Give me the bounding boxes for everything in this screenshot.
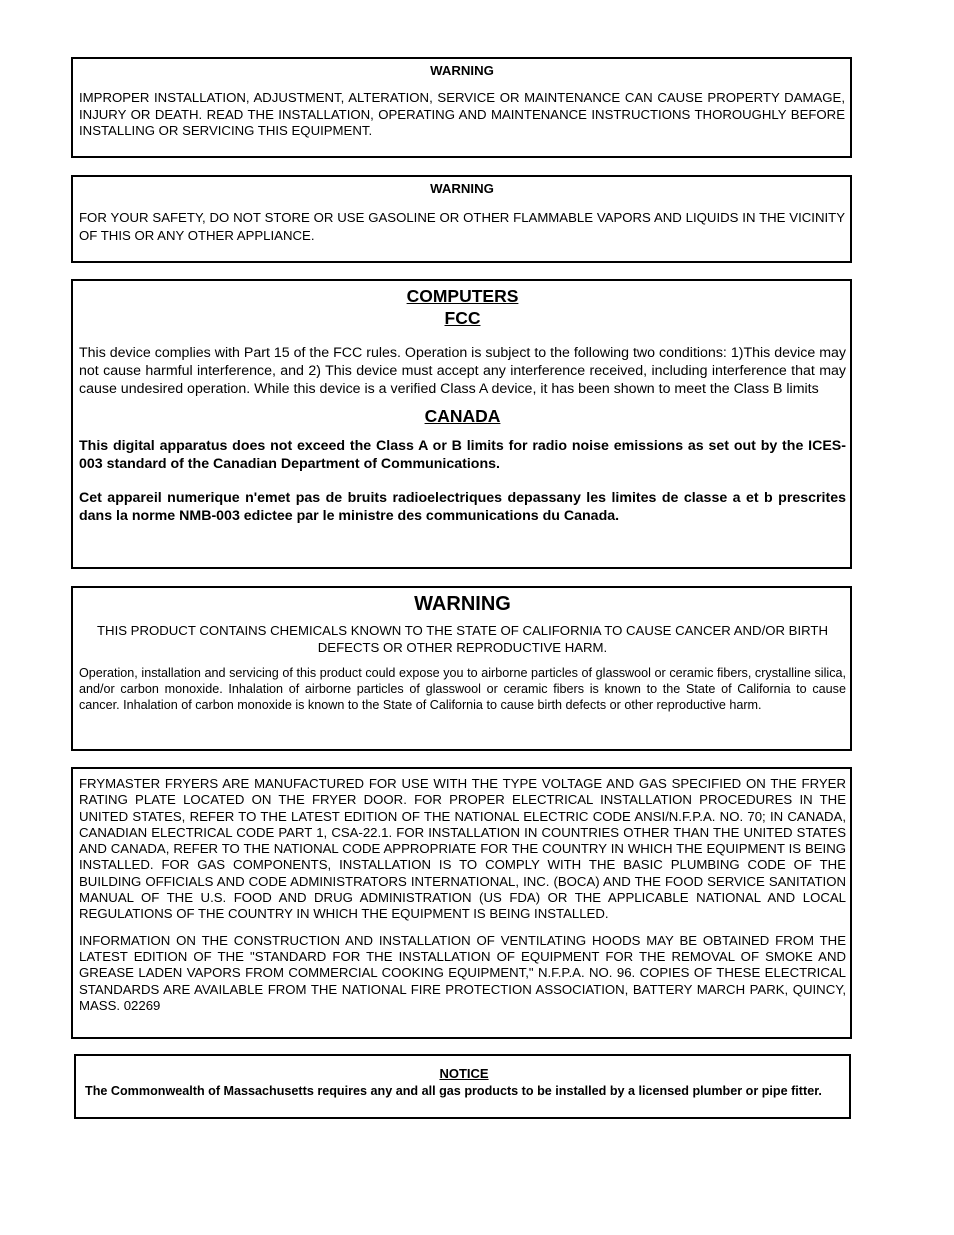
california-warning-caps-text: THIS PRODUCT CONTAINS CHEMICALS KNOWN TO THE STATE OF CALIFORNIA TO CAUSE CANCER AND/OR BIRTH DEFECTS OR OTHER REPRODUCTIVE HARM. (96, 623, 829, 655)
installation-info-box (71, 767, 852, 1039)
california-warning-heading: WARNING (414, 593, 511, 615)
warning-text: IMPROPER INSTALLATION, ADJUSTMENT, ALTERATION, SERVICE OR MAINTENANCE CAN CAUSE PROPERTY DAMAGE, INJURY OR DEATH. READ THE INSTALLATION, OPERATING AND MAINTENANCE INSTRUCTIONS THOROUGHLY BEFORE INSTALLING OR SERVICING THIS EQUIPMENT. (79, 90, 845, 138)
warning-heading: WARNING (430, 181, 494, 196)
installation-paragraph-electrical: FRYMASTER FRYERS ARE MANUFACTURED FOR USE WITH THE TYPE VOLTAGE AND GAS SPECIFIED ON THE FRYER RATING PLATE LOCATED ON THE FRYER DOOR. FOR PROPER ELECTRICAL INSTALLATION PROCEDURES IN THE UNITED STATES, REFER TO THE LATEST EDITION OF THE NATIONAL ELECTRIC CODE ANSI/N.F.P.A. NO. 70; IN CANADA, CANADIAN ELECTRICAL CODE PART 1, CSA-22.1. FOR INSTALLATION IN COUNTRIES OTHER THAN THE UNITED STATES AND CANADA, REFER TO THE NATIONAL CODE APPROPRIATE FOR THE COUNTRY IN WHICH THE EQUIPMENT IS BEING INSTALLED. FOR GAS COMPONENTS, INSTALLATION IS TO COMPLY WITH THE BASIC PLUMBING CODE OF THE BUILDING OFFICIALS AND CODE ADMINISTRATORS INTERNATIONAL, INC. (BOCA) AND THE FOOD SERVICE SANITATION MANUAL OF THE U.S. FOOD AND DRUG ADMINISTRATION (US FDA) OR THE APPLICABLE NATIONAL AND LOCAL REGULATIONS OF THE COUNTRY IN WHICH THE EQUIPMENT IS BEING INSTALLED. (79, 776, 846, 922)
warning-box-flammable-vapors (71, 175, 852, 263)
notice-box (74, 1054, 851, 1119)
notice-text: The Commonwealth of Massachusetts requires any and all gas products to be installed by a licensed plumber or pipe fitter. (85, 1084, 822, 1098)
fcc-heading: FCC (444, 308, 481, 328)
canada-text-french: Cet appareil numerique n'emet pas de bruits radioelectriques depassany les limites de classe a et b prescrites dans la norme NMB-003 edictee par le ministre des communications du Canada. (79, 490, 846, 525)
warning-box-property-damage (71, 57, 852, 158)
canada-text-english: This digital apparatus does not exceed the Class A or B limits for radio noise emissions as set out by the ICES-003 standard of the Canadian Department of Communications. (79, 438, 846, 473)
warning-heading: WARNING (430, 63, 494, 78)
canada-heading: CANADA (424, 406, 501, 427)
computers-heading: COMPUTERS (406, 286, 519, 306)
installation-paragraph-ventilation: INFORMATION ON THE CONSTRUCTION AND INSTALLATION OF VENTILATING HOODS MAY BE OBTAINED FROM THE LATEST EDITION OF THE "STANDARD FOR THE INSTALLATION OF EQUIPMENT FOR THE REMOVAL OF SMOKE AND GREASE LADEN VAPORS FROM COMMERCIAL COOKING EQUIPMENT," N.F.P.A. NO. 96. COPIES OF THESE ELECTRICAL STANDARDS ARE AVAILABLE FROM THE NATIONAL FIRE PROTECTION ASSOCIATION, BATTERY MARCH PARK, QUINCY, MASS. 02269 (79, 932, 846, 1013)
fcc-text: This device complies with Part 15 of the FCC rules. Operation is subject to the following two conditions: 1)This device may not cause harmful interference, and 2) This device must accept any interference received, including interference that may cause undesired operation. While this device is a verified Class A device, it has been shown to meet the Class B limits (79, 345, 846, 397)
california-warning-body-text: Operation, installation and servicing of this product could expose you to airborne particles of glasswool or ceramic fibers, crystalline silica, and/or carbon monoxide. Inhalation of airborne particles of glasswool or ceramic fibers is known to the State of California to cause cancer. Inhalation of carbon monoxide is known to the State of California to cause birth defects or other reproductive harm. (79, 666, 846, 713)
notice-heading: NOTICE (439, 1066, 489, 1081)
warning-text: FOR YOUR SAFETY, DO NOT STORE OR USE GASOLINE OR OTHER FLAMMABLE VAPORS AND LIQUIDS IN THE VICINITY OF THIS OR ANY OTHER APPLIANCE. (79, 210, 845, 243)
computers-compliance-box (71, 279, 852, 569)
california-warning-box (71, 586, 852, 751)
